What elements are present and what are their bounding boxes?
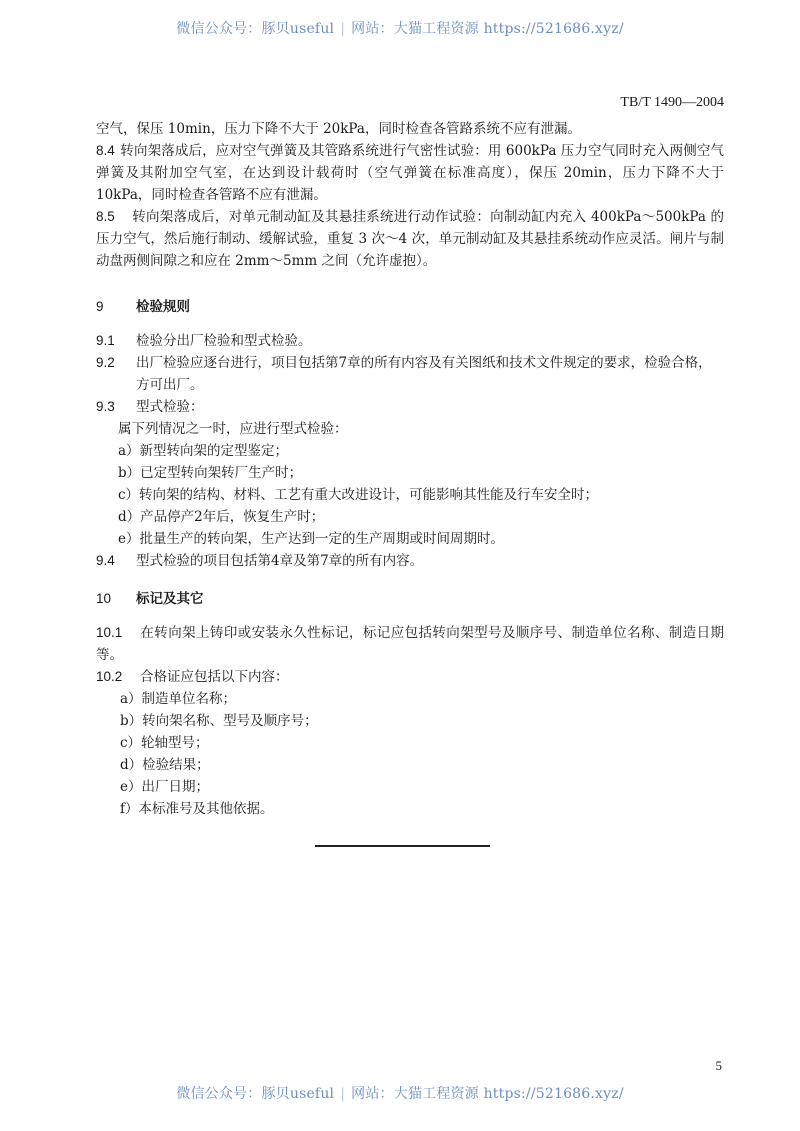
clause-10-2: 10.2 合格证应包括以下内容： <box>96 669 289 685</box>
list-item: d）检验结果； <box>120 757 210 773</box>
clause-10-1: 10.1 在转向架上铸印或安装永久性标记，标记应包括转向架型号及顺序号、制造单位名称、制造日期等。 <box>96 625 724 663</box>
watermark-wechat: 微信公众号：豚贝useful <box>176 1086 335 1102</box>
document-body <box>96 118 724 820</box>
watermark-top <box>0 18 800 38</box>
clause-9-4: 9.4 型式检验的项目包括第4章及第7章的所有内容。 <box>96 553 424 569</box>
list-item: a）新型转向架的定型鉴定； <box>118 443 289 459</box>
standard-code: TB/T 1490—2004 <box>620 95 724 110</box>
list-item: b）转向架名称、型号及顺序号； <box>120 713 318 729</box>
end-divider <box>315 845 490 847</box>
watermark-bottom <box>0 1083 800 1103</box>
clause-9-1: 9.1 检验分出厂检验和型式检验。 <box>96 333 312 349</box>
list-item: b）已定型转向架转厂生产时； <box>118 465 303 481</box>
list-item: c）轮轴型号； <box>120 735 209 751</box>
list-item: e）批量生产的转向架，生产达到一定的生产周期或时间周期时。 <box>118 531 504 547</box>
list-item: d）产品停产2年后，恢复生产时； <box>118 509 325 525</box>
clause-8-3-continuation: 空气，保压 10min，压力下降不大于 20kPa，同时检查各管路系统不应有泄漏。 <box>96 121 581 137</box>
clause-9-3-intro: 属下列情况之一时，应进行型式检验： <box>118 421 348 437</box>
watermark-separator: | <box>340 21 346 37</box>
list-item: e）出厂日期； <box>120 779 209 795</box>
watermark-wechat: 微信公众号：豚贝useful <box>176 21 335 37</box>
list-item: a）制造单位名称； <box>120 691 237 707</box>
list-item: c）转向架的结构、材料、工艺有重大改进设计，可能影响其性能及行车安全时； <box>118 487 599 503</box>
page-number: 5 <box>715 1058 722 1073</box>
watermark-website: 网站：大猫工程资源 https://521686.xyz/ <box>351 21 624 37</box>
section-title: 标记及其它 <box>136 591 204 607</box>
watermark-separator: | <box>340 1086 346 1102</box>
watermark-website: 网站：大猫工程资源 https://521686.xyz/ <box>351 1086 624 1102</box>
list-item: f）本标准号及其他依据。 <box>120 801 274 817</box>
clause-8-5: 8.5 转向架落成后，对单元制动缸及其悬挂系统进行动作试验：向制动缸内充入 400kPa～500kPa 的压力空气，然后施行制动、缓解试验，重复 3 次～4 次，单元制动缸及其悬挂系统动作应灵活。闸片与制动盘两侧间隙之和应在 2mm～5mm 之间（允许虚抱）。 <box>96 209 724 269</box>
section-heading-10: 10 标记及其它 <box>96 588 724 610</box>
clause-9-3: 9.3 型式检验： <box>96 399 204 415</box>
clause-9-2: 9.2 出厂检验应逐台进行，项目包括第7章的所有内容及有关图纸和技术文件规定的要求，检验合格，方可出厂。 <box>96 355 712 393</box>
section-heading-9: 9 检验规则 <box>96 296 724 318</box>
section-title: 检验规则 <box>136 299 190 315</box>
clause-8-4: 8.4 转向架落成后，应对空气弹簧及其管路系统进行气密性试验：用 600kPa 压力空气同时充入两侧空气弹簧及其附加空气室，在达到设计载荷时（空气弹簧在标准高度），保压 20min，压力下降不大于 10kPa，同时检查各管路不应有泄漏。 <box>96 143 724 203</box>
